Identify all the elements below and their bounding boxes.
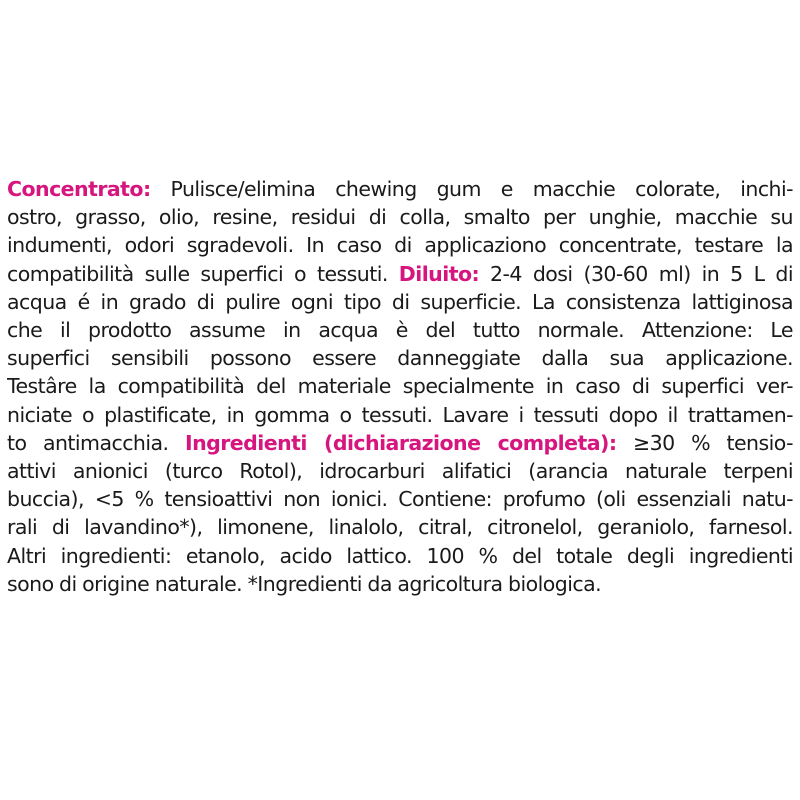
product-label-text — [7, 175, 793, 598]
section-heading: Concentrato: — [7, 177, 151, 201]
text-line — [7, 175, 793, 203]
body-text: 2-4 dosi (30-60 ml) in 5 L di — [479, 261, 793, 286]
text-line — [7, 570, 793, 598]
text-line — [7, 513, 793, 541]
body-text: indumenti, odori sgradevoli. In caso di applicaziono concentrate, testare la — [7, 233, 793, 258]
text-line — [7, 429, 793, 457]
section-heading: Ingredienti (dichiarazione completa): — [185, 430, 617, 455]
body-text: to antimacchia. — [7, 430, 185, 455]
body-text: niciate o plastificate, in gomma o tessuti. Lavare i tessuti dopo il trattamen- — [7, 402, 793, 427]
body-text: Testâre la compatibilità del materiale specialmente in caso di superfici ver- — [7, 374, 793, 399]
text-line — [7, 344, 793, 372]
body-text: ≥30 % tensio- — [616, 430, 793, 455]
text-line — [7, 401, 793, 429]
body-text: attivi anionici (turco Rotol), idrocarburi alifatici (arancia naturale terpeni — [7, 459, 793, 484]
text-line — [7, 485, 793, 513]
body-text: acqua é in grado di pulire ogni tipo di superficie. La consistenza lattiginosa — [7, 289, 793, 314]
text-line — [7, 457, 793, 485]
text-line — [7, 231, 793, 259]
body-text: superfici sensibili possono essere danneggiate dalla sua applicazione. — [7, 346, 793, 371]
body-text: sono di origine naturale. *Ingredienti da agricoltura biologica. — [7, 571, 602, 596]
body-text: compatibilità sulle superfici o tessuti. — [7, 261, 399, 286]
section-heading: Diluito: — [398, 261, 480, 286]
text-line — [7, 203, 793, 231]
text-line — [7, 542, 793, 570]
body-text: ostro, grasso, olio, resine, residui di colla, smalto per unghie, macchie su — [7, 205, 793, 230]
body-text: rali di lavandino*), limonene, linalolo, citral, citronelol, geraniolo, farnesol. — [7, 515, 793, 540]
body-text: che il prodotto assume in acqua è del tutto normale. Attenzione: Le — [7, 318, 793, 343]
text-line — [7, 260, 793, 288]
text-line — [7, 372, 793, 400]
body-text: Pulisce/elimina chewing gum e macchie colorate, inchi- — [150, 177, 793, 201]
text-line — [7, 316, 793, 344]
body-text: buccia), <5 % tensioattivi non ionici. Contiene: profumo (oli essenziali natu- — [7, 487, 793, 512]
body-text: Altri ingredienti: etanolo, acido lattico. 100 % del totale degli ingredienti — [7, 543, 793, 568]
text-line — [7, 288, 793, 316]
